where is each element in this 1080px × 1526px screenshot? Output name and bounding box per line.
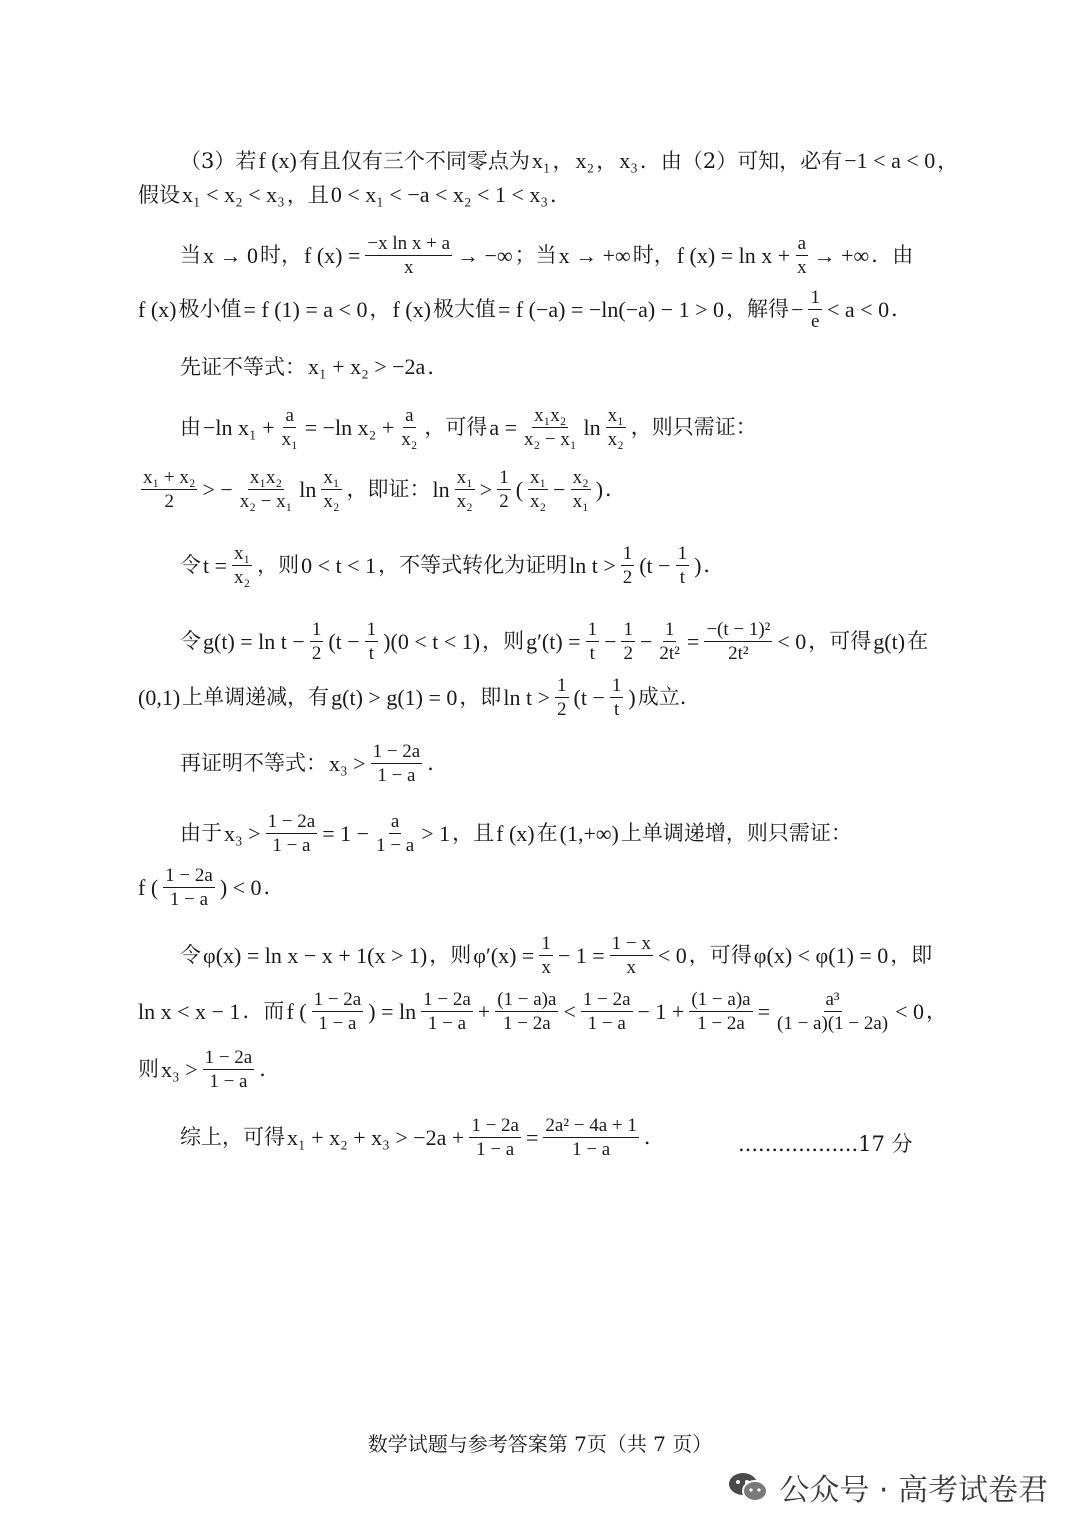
solution-line-11 (180, 742, 448, 785)
fraction (280, 406, 300, 449)
math-expression: + (477, 998, 491, 1024)
math-expression: f (x) (138, 296, 177, 322)
text-segment: ． (643, 1125, 665, 1149)
fraction-numerator: 1 − 2a (471, 1115, 519, 1136)
math-expression: ln t > (569, 552, 616, 578)
math-expression: t = (203, 552, 228, 578)
fraction (586, 620, 600, 663)
solution-line-15 (138, 990, 947, 1033)
fraction (141, 468, 197, 511)
text-segment: 综上，可得 (180, 1125, 285, 1149)
math-expression: f (x) (392, 296, 431, 322)
math-expression: ln t > (503, 684, 551, 710)
text-segment: ， (596, 148, 618, 173)
fraction (621, 544, 635, 587)
fraction (163, 866, 215, 909)
fraction-denominator: 1 − a (209, 1071, 248, 1092)
math-expression: f (x) = (304, 242, 361, 268)
fraction-numerator: x₁ (323, 467, 340, 488)
math-expression: −ln x₁ + (203, 414, 275, 440)
math-expression: a = (489, 414, 518, 440)
fraction-denominator: x₂ − x₁ (524, 429, 577, 450)
math-expression: ) = ln (368, 998, 417, 1024)
fraction-numerator: −(t − 1)² (706, 619, 771, 640)
fraction-numerator: 1 − 2a (165, 865, 213, 886)
text-segment: 时， (260, 243, 302, 267)
text-segment: ．而 (242, 999, 285, 1023)
fraction-denominator: x₂ (456, 491, 473, 512)
math-expression: → −∞ (457, 242, 513, 268)
solution-line-5 (180, 356, 448, 378)
fraction-numerator: 1 − 2a (267, 811, 316, 832)
math-expression: φ(x) = ln x − x + 1(x > 1) (203, 942, 428, 968)
text-segment: ，即证： (346, 477, 431, 501)
text-segment: ，且 (286, 182, 329, 207)
fraction-numerator: −x ln x + a (367, 233, 451, 254)
fraction-denominator: x₂ (607, 429, 624, 450)
text-segment: ． (427, 751, 449, 775)
math-expression: = f (−a) = −ln(−a) − 1 > 0 (497, 296, 725, 322)
fraction (657, 620, 681, 663)
fraction (310, 620, 324, 663)
fraction-denominator: t (614, 699, 620, 720)
fraction-numerator: 2a² − 4a + 1 (545, 1115, 637, 1136)
fraction (238, 468, 294, 511)
fraction-denominator: t (368, 643, 375, 664)
fraction-numerator: x₁ + x₂ (143, 467, 196, 488)
math-expression: > (479, 476, 493, 502)
fraction (522, 406, 578, 449)
fraction-numerator: 1 − 2a (313, 989, 362, 1010)
text-segment: ，则 (429, 943, 472, 967)
solution-line-12 (180, 812, 852, 855)
fraction-denominator: 2t² (728, 643, 749, 664)
math-expression: ln (583, 414, 601, 440)
solution-line-7 (138, 468, 626, 511)
fraction (365, 234, 452, 277)
math-expression: > − (202, 476, 233, 502)
fraction-numerator: x₁ (530, 467, 547, 488)
solution-line-1 (180, 150, 958, 172)
fraction-denominator: 2 (622, 567, 633, 588)
fraction-denominator: 1 − a (169, 889, 209, 910)
text-segment: ． (891, 297, 913, 321)
text-segment: ，则 (257, 553, 300, 577)
text-segment: ， (552, 148, 574, 173)
fraction (455, 468, 475, 511)
fraction-denominator: x (541, 957, 551, 978)
fraction-denominator: 1 − a (476, 1139, 515, 1160)
text-segment: 上单调递增，则只需证： (620, 821, 852, 845)
math-expression: ln (299, 476, 317, 502)
fraction (610, 934, 653, 977)
text-segment: ，且 (452, 821, 495, 845)
fraction-numerator: x₁x₂ (534, 405, 567, 426)
fraction (421, 990, 473, 1033)
text-segment: ． (550, 182, 572, 207)
solution-line-6 (180, 406, 757, 449)
fraction-denominator: 2 (499, 491, 509, 512)
math-expression: −1 < a < 0 (844, 148, 936, 173)
fraction-denominator: x₂ − x₁ (239, 491, 293, 512)
text-segment: 则 (138, 1057, 159, 1081)
fraction (495, 990, 558, 1033)
math-expression: → +∞ (813, 242, 870, 268)
text-segment: ，不等式转化为证明 (378, 553, 568, 577)
fraction (469, 1116, 521, 1159)
math-expression: − (604, 628, 617, 654)
text-segment: ， (937, 148, 959, 173)
math-expression: − (791, 296, 804, 322)
fraction-numerator: 1 − 2a (423, 989, 471, 1010)
fraction (528, 468, 548, 511)
math-expression: ) (628, 684, 636, 710)
math-expression: < 0 (657, 942, 687, 968)
math-expression: g(t) = ln t − (203, 628, 305, 654)
fraction-denominator: x₁ (281, 429, 298, 450)
math-expression: )(0 < t < 1) (383, 628, 481, 654)
math-expression: φ′(x) = (473, 942, 535, 968)
fraction-denominator: 1 − a (272, 835, 311, 856)
fraction-numerator: 1 (664, 619, 675, 640)
math-expression: − 1 = (557, 942, 605, 968)
fraction-numerator: x₁ (456, 467, 473, 488)
fraction (365, 620, 379, 663)
math-expression: (t − (639, 552, 671, 578)
math-expression: = f (1) = a < 0 (243, 296, 368, 322)
fraction (676, 544, 690, 587)
fraction-denominator: 1 − 2a (502, 1013, 551, 1034)
fraction-numerator: a³ (825, 989, 840, 1010)
fraction-denominator: 2t² (659, 643, 680, 664)
math-expression: x → 0 (203, 242, 258, 268)
score-marker: ..................17 分 (738, 1132, 913, 1156)
text-segment: ，则 (482, 629, 525, 653)
fraction-numerator: x₁ (234, 543, 251, 564)
fraction (497, 468, 511, 511)
math-expression: g(t) > g(1) = 0 (331, 684, 458, 710)
math-expression: = (686, 628, 700, 654)
fraction-numerator: 1 − 2a (372, 741, 421, 762)
fraction-numerator: x₁ (607, 405, 624, 426)
math-expression: ln x < x − 1 (138, 998, 241, 1024)
text-segment: 极小值 (178, 297, 242, 321)
solution-line-13 (138, 866, 285, 909)
math-expression: ) (595, 476, 604, 502)
text-segment: 假设 (138, 182, 180, 207)
fraction-denominator: 1 − a (376, 835, 415, 856)
fraction-numerator: 1 (557, 675, 567, 696)
fraction-numerator: 1 (623, 619, 633, 640)
math-expression: f ( (286, 998, 307, 1024)
math-expression: x₁ (531, 148, 551, 173)
fraction-denominator: x (403, 257, 414, 278)
text-segment: 成立. (637, 685, 687, 709)
fraction (266, 812, 318, 855)
wechat-icon (727, 1470, 769, 1504)
text-segment: （3）若 (180, 148, 257, 173)
text-segment: 令 (180, 629, 201, 653)
math-expression: (1,+∞) (559, 820, 619, 846)
text-segment: 极大值 (432, 297, 496, 321)
fraction (321, 468, 341, 511)
solution-line-16 (138, 1048, 280, 1091)
fraction-numerator: 1 (611, 675, 622, 696)
math-expression: f ( (138, 874, 159, 900)
fraction-denominator: x₂ (234, 567, 251, 588)
solution-line-4 (138, 288, 912, 331)
text-segment: ． (427, 354, 449, 379)
math-expression: = 1 − (322, 820, 370, 846)
fraction (543, 1116, 639, 1159)
text-segment: ；当 (514, 243, 557, 267)
fraction-denominator: 1 − a (427, 1013, 467, 1034)
math-expression: ln (432, 476, 450, 502)
math-expression: g(t) (873, 628, 906, 654)
fraction-denominator: e (811, 311, 820, 332)
fraction-denominator: x₂ (323, 491, 340, 512)
math-expression: > 1 (421, 820, 451, 846)
math-expression: − 1 + (637, 998, 685, 1024)
text-segment: ，解得 (726, 297, 790, 321)
text-segment: 在 (536, 821, 558, 845)
fraction-denominator: (1 − a)(1 − 2a) (777, 1013, 889, 1034)
fraction-denominator: 2 (164, 491, 174, 512)
solution-line-14 (180, 934, 932, 977)
text-segment: 令 (180, 553, 201, 577)
text-segment: ． (259, 1057, 281, 1081)
fraction-numerator: 1 − x (611, 933, 651, 954)
fraction-numerator: 1 (810, 287, 820, 308)
text-segment: 先证不等式： (180, 354, 306, 379)
fraction-denominator: x (626, 957, 637, 978)
text-segment: 时， (632, 243, 675, 267)
math-expression: f (x) = ln x + (676, 242, 791, 268)
fraction (795, 234, 809, 277)
fraction (399, 406, 419, 449)
fraction-numerator: a (797, 233, 807, 254)
solution-line-9 (180, 620, 928, 663)
math-expression: x₃ > (161, 1056, 198, 1082)
fraction (808, 288, 822, 331)
text-segment: 再证明不等式： (180, 751, 327, 775)
fraction-numerator: 1 (541, 933, 551, 954)
solution-line-17 (180, 1116, 665, 1159)
text-segment: 在 (907, 629, 929, 653)
text-segment: ．由 (871, 243, 914, 267)
math-expression: < a < 0 (826, 296, 890, 322)
fraction-numerator: x₁x₂ (249, 467, 283, 488)
math-expression: (t − (328, 628, 360, 654)
fraction-denominator: 1 − a (377, 765, 416, 786)
fraction-denominator: x₂ (401, 429, 418, 450)
math-expression: < (563, 998, 576, 1024)
math-expression: (t − (573, 684, 605, 710)
fraction-numerator: 1 − 2a (204, 1047, 253, 1068)
fraction (606, 406, 626, 449)
math-expression: = (525, 1124, 539, 1150)
fraction (539, 934, 553, 977)
math-expression: ( (515, 476, 524, 502)
fraction-numerator: 1 − 2a (582, 989, 631, 1010)
watermark (727, 1465, 1048, 1509)
fraction-numerator: 1 (622, 543, 633, 564)
text-segment: ，可得 (808, 629, 872, 653)
solution-line-2 (138, 184, 571, 206)
solution-line-3 (180, 234, 913, 277)
fraction-numerator: 1 (677, 543, 688, 564)
math-expression: x → +∞ (558, 242, 631, 268)
text-segment: ． (703, 553, 725, 577)
solution-line-8 (180, 544, 724, 587)
math-expression: x₃ (619, 148, 638, 173)
math-expression: x₃ > (329, 750, 366, 776)
fraction-denominator: t (589, 643, 595, 664)
text-segment: ， (926, 999, 948, 1023)
fraction (704, 620, 772, 663)
math-expression: ) (694, 552, 702, 578)
watermark-text: 公众号 · 高考试卷君 (779, 1473, 1048, 1508)
text-segment: 当 (180, 243, 201, 267)
math-expression: = −ln x₂ + (304, 414, 395, 440)
fraction-numerator: a (390, 811, 400, 832)
text-segment: ，可得 (424, 415, 488, 439)
text-segment: 由 (180, 415, 201, 439)
fraction-denominator: x (797, 257, 807, 278)
fraction (571, 468, 591, 511)
math-expression: x₁ + x₂ > −2a (308, 354, 426, 379)
fraction-denominator: x₂ (530, 491, 547, 512)
math-expression: 0 < x₁ < −a < x₂ < 1 < x₃ (330, 182, 549, 207)
fraction (232, 544, 252, 587)
text-segment: ，即 (459, 685, 502, 709)
fraction-denominator: 1 − a (572, 1139, 611, 1160)
text-segment: ，则只需证： (630, 415, 757, 439)
fraction-numerator: x₂ (572, 467, 589, 488)
text-segment: ，可得 (688, 943, 752, 967)
text-segment: ． (263, 875, 285, 899)
fraction-denominator: 2 (557, 699, 567, 720)
fraction-numerator: (1 − a)a (497, 989, 557, 1010)
math-expression: φ(x) < φ(1) = 0 (753, 942, 889, 968)
fraction (312, 990, 364, 1033)
math-expression: x₁ + x₂ + x₃ > −2a + (287, 1124, 465, 1150)
fraction-denominator: 2 (623, 643, 633, 664)
text-segment: 由于 (180, 821, 222, 845)
fraction (203, 1048, 255, 1091)
fraction-numerator: (1 − a)a (691, 989, 751, 1010)
fraction-numerator: 1 (366, 619, 377, 640)
math-expression: (0,1) (138, 684, 181, 710)
math-expression: < 0 (895, 998, 925, 1024)
fraction-denominator: t (679, 567, 685, 588)
math-expression: x₂ (575, 148, 595, 173)
fraction-numerator: 1 (311, 619, 322, 640)
math-expression: f (x) (258, 148, 297, 173)
math-expression: − (639, 628, 653, 654)
math-expression: < 0 (777, 628, 807, 654)
fraction (555, 676, 569, 719)
fraction-denominator: 1 − a (587, 1013, 626, 1034)
text-segment: 有且仅有三个不同零点为 (298, 148, 530, 173)
fraction-denominator: 1 − 2a (697, 1013, 745, 1034)
fraction-denominator: 1 − a (318, 1013, 357, 1034)
text-segment: 令 (180, 943, 201, 967)
solution-line-10 (138, 676, 686, 719)
fraction (581, 990, 633, 1033)
fraction-numerator: a (285, 405, 294, 426)
math-expression: = (757, 998, 771, 1024)
page-footer: 数学试题与参考答案第 7页（共 7 页） (367, 1432, 713, 1456)
fraction (371, 742, 423, 785)
fraction (775, 990, 890, 1033)
fraction (689, 990, 752, 1033)
math-expression: x₁ < x₂ < x₃ (182, 182, 285, 207)
fraction-numerator: a (405, 405, 414, 426)
math-expression: x₃ > (224, 820, 261, 846)
fraction-numerator: 1 (587, 619, 598, 640)
text-segment: 上单调递减，有 (182, 685, 330, 709)
text-segment: ． (605, 477, 627, 501)
text-segment: ，即 (890, 943, 933, 967)
fraction-numerator: 1 (499, 467, 509, 488)
math-expression: − (553, 476, 566, 502)
math-expression: g′(t) = (526, 628, 581, 654)
fraction (621, 620, 635, 663)
fraction (374, 812, 416, 855)
math-expression: f (x) (496, 820, 535, 846)
fraction (610, 676, 624, 719)
fraction-denominator: x₁ (572, 491, 589, 512)
text-segment: ， (369, 297, 391, 321)
fraction-denominator: 2 (311, 643, 322, 664)
text-segment: ．由（2）可知，必有 (639, 148, 843, 173)
math-expression: 0 < t < 1 (301, 552, 377, 578)
math-expression: ) < 0 (219, 874, 262, 900)
